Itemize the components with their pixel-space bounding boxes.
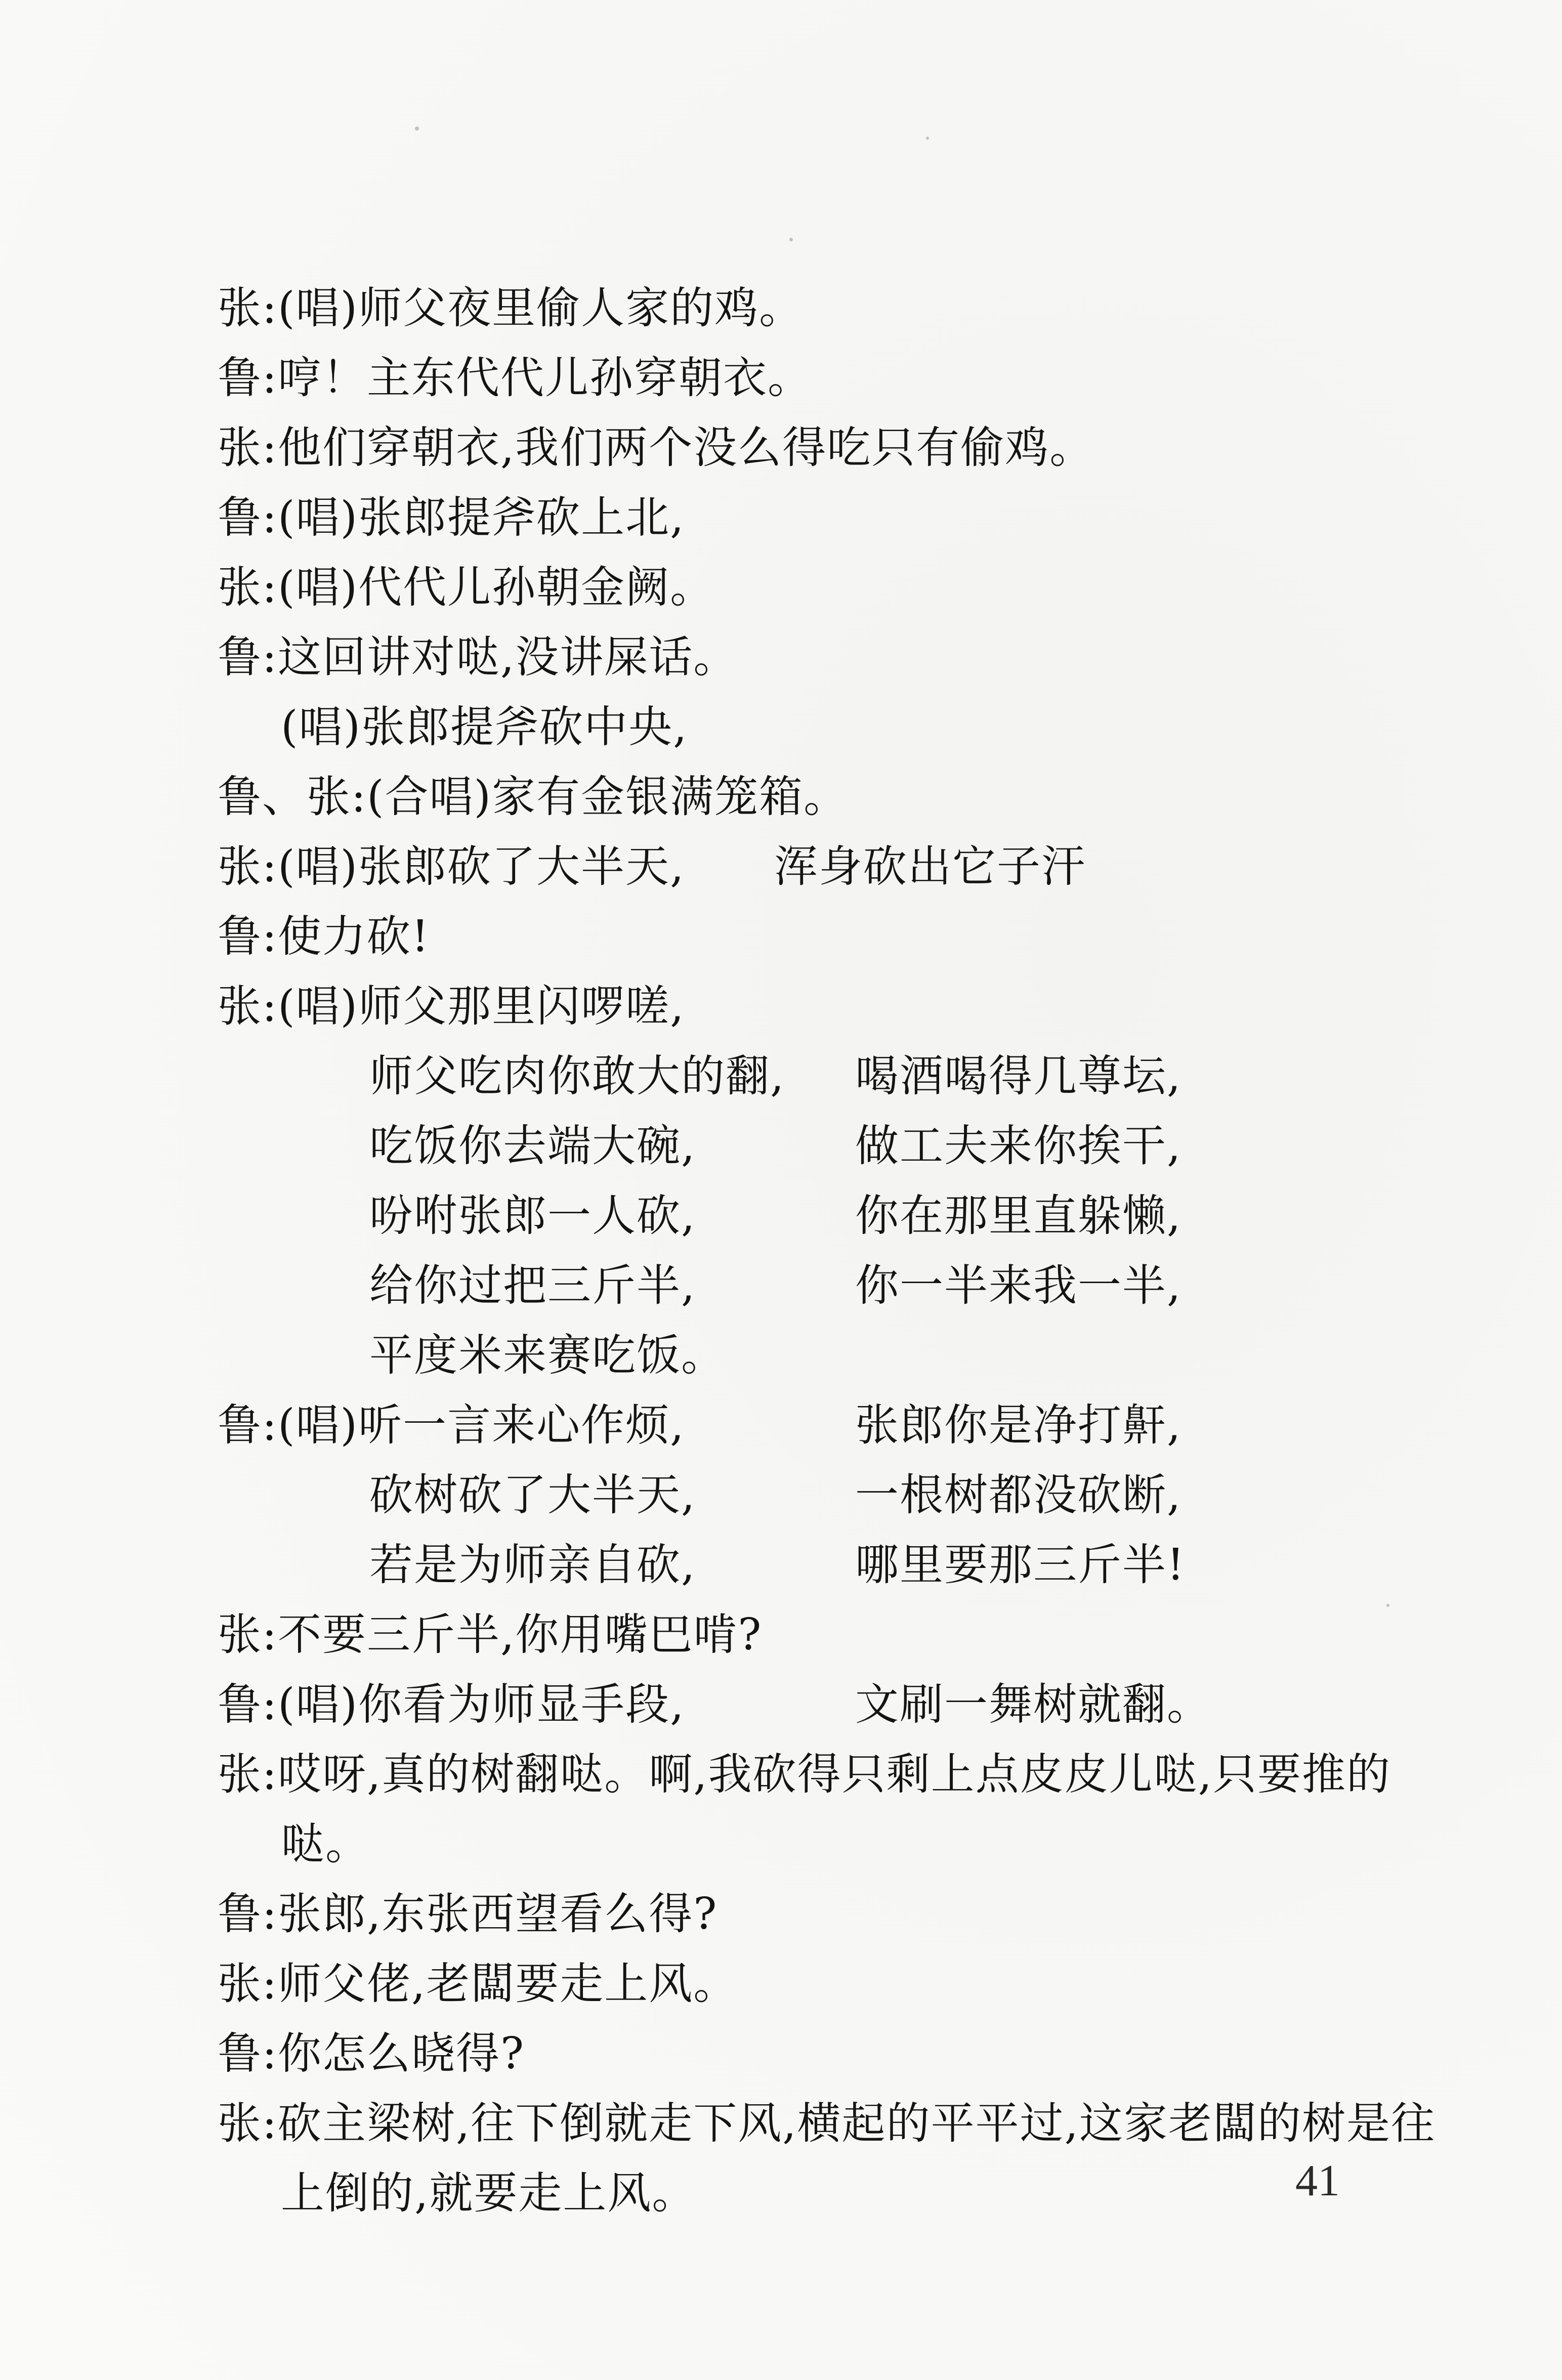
print-speck	[926, 137, 929, 140]
dialogue-line	[218, 832, 1422, 902]
verse-left: 吃饭你去端大碗,	[369, 1121, 696, 1171]
dialogue-paragraph	[218, 1739, 1422, 1879]
page-number: 41	[1295, 2156, 1340, 2205]
verse-left: 鲁:(唱)你看为师显手段,	[218, 1679, 685, 1730]
verse-right: 哪里要那三斤半!	[855, 1540, 1186, 1590]
verse-left: 鲁:(唱)听一言来心作烦,	[218, 1400, 685, 1451]
paragraph-continuation: 哒。	[281, 1819, 370, 1869]
dialogue-line: 张:不要三斤半,你用嘴巴啃?	[218, 1609, 763, 1660]
verse-right: 做工夫来你挨干,	[855, 1121, 1182, 1171]
dialogue-line: (唱)张郎提斧砍中央,	[281, 702, 688, 752]
verse-row	[218, 1530, 1422, 1600]
dialogue-line: 张:(唱)代代儿孙朝金阙。	[218, 562, 715, 613]
verse-right: 文刷一舞树就翻。	[855, 1679, 1211, 1730]
dialogue-line: 张:(唱)师父夜里偷人家的鸡。	[218, 283, 804, 333]
dialogue-line: 鲁:哼！主东代代儿孙穿朝衣。	[218, 353, 812, 403]
verse-row	[218, 1321, 1422, 1390]
verse-left: 平度米来赛吃饭。	[369, 1330, 726, 1381]
dialogue-line: 鲁:张郎,东张西望看么得?	[218, 1889, 718, 1939]
verse-left: 给你过把三斤半,	[369, 1260, 696, 1311]
verse-left: 若是为师亲自砍,	[369, 1540, 696, 1590]
verse-right: 你一半来我一半,	[855, 1260, 1182, 1311]
verse-row	[218, 1111, 1422, 1181]
verse-right: 一根树都没砍断,	[855, 1470, 1182, 1520]
dialogue-line: 鲁:(唱)张郎提斧砍上北,	[218, 492, 685, 543]
dialogue-line: 鲁:这回讲对哒,没讲屎话。	[218, 632, 738, 683]
verse-left: 吩咐张郎一人砍,	[369, 1191, 696, 1241]
dialogue-line: 张:师父佬,老闆要走上风。	[218, 1959, 738, 2009]
verse-row	[218, 1181, 1422, 1251]
dialogue-line: 鲁:你怎么晓得?	[218, 2028, 525, 2079]
verse-right: 你在那里直躲懒,	[855, 1191, 1182, 1241]
print-speck	[415, 126, 419, 131]
paragraph-first-line: 张:哎呀,真的树翻哒。啊,我砍得只剩上点皮皮儿哒,只要推的	[218, 1749, 1391, 1800]
verse-left: 砍树砍了大半天,	[369, 1470, 696, 1520]
paragraph-first-line: 张:砍主梁树,往下倒就走下风,横起的平平过,这家老闆的树是往	[218, 2098, 1436, 2149]
verse-right: 喝酒喝得几尊坛,	[855, 1051, 1182, 1101]
dialogue-paragraph	[218, 2089, 1436, 2228]
dialogue-line: 鲁:使力砍!	[218, 911, 430, 962]
verse-row	[218, 1460, 1422, 1530]
verse-row	[218, 1390, 1422, 1460]
verse-right: 浑身砍出它子汗	[774, 841, 1086, 892]
paragraph-continuation: 上倒的,就要走上风。	[281, 2168, 697, 2219]
dialogue-line: 张:他们穿朝衣,我们两个没么得吃只有偷鸡。	[218, 422, 1094, 473]
verse-right: 张郎你是净打鼾,	[855, 1400, 1182, 1451]
print-speck	[789, 238, 793, 241]
verse-row	[218, 1041, 1422, 1111]
verse-row	[218, 1670, 1422, 1739]
dialogue-line: 张:(唱)师父那里闪啰嗟,	[218, 981, 685, 1032]
verse-row	[218, 1251, 1422, 1321]
verse-left: 师父吃肉你敢大的翻,	[369, 1051, 785, 1101]
script-text	[218, 273, 1436, 2228]
verse-left: 张:(唱)张郎砍了大半天,	[218, 841, 685, 892]
dialogue-line: 鲁、张:(合唱)家有金银满笼箱。	[218, 772, 849, 822]
